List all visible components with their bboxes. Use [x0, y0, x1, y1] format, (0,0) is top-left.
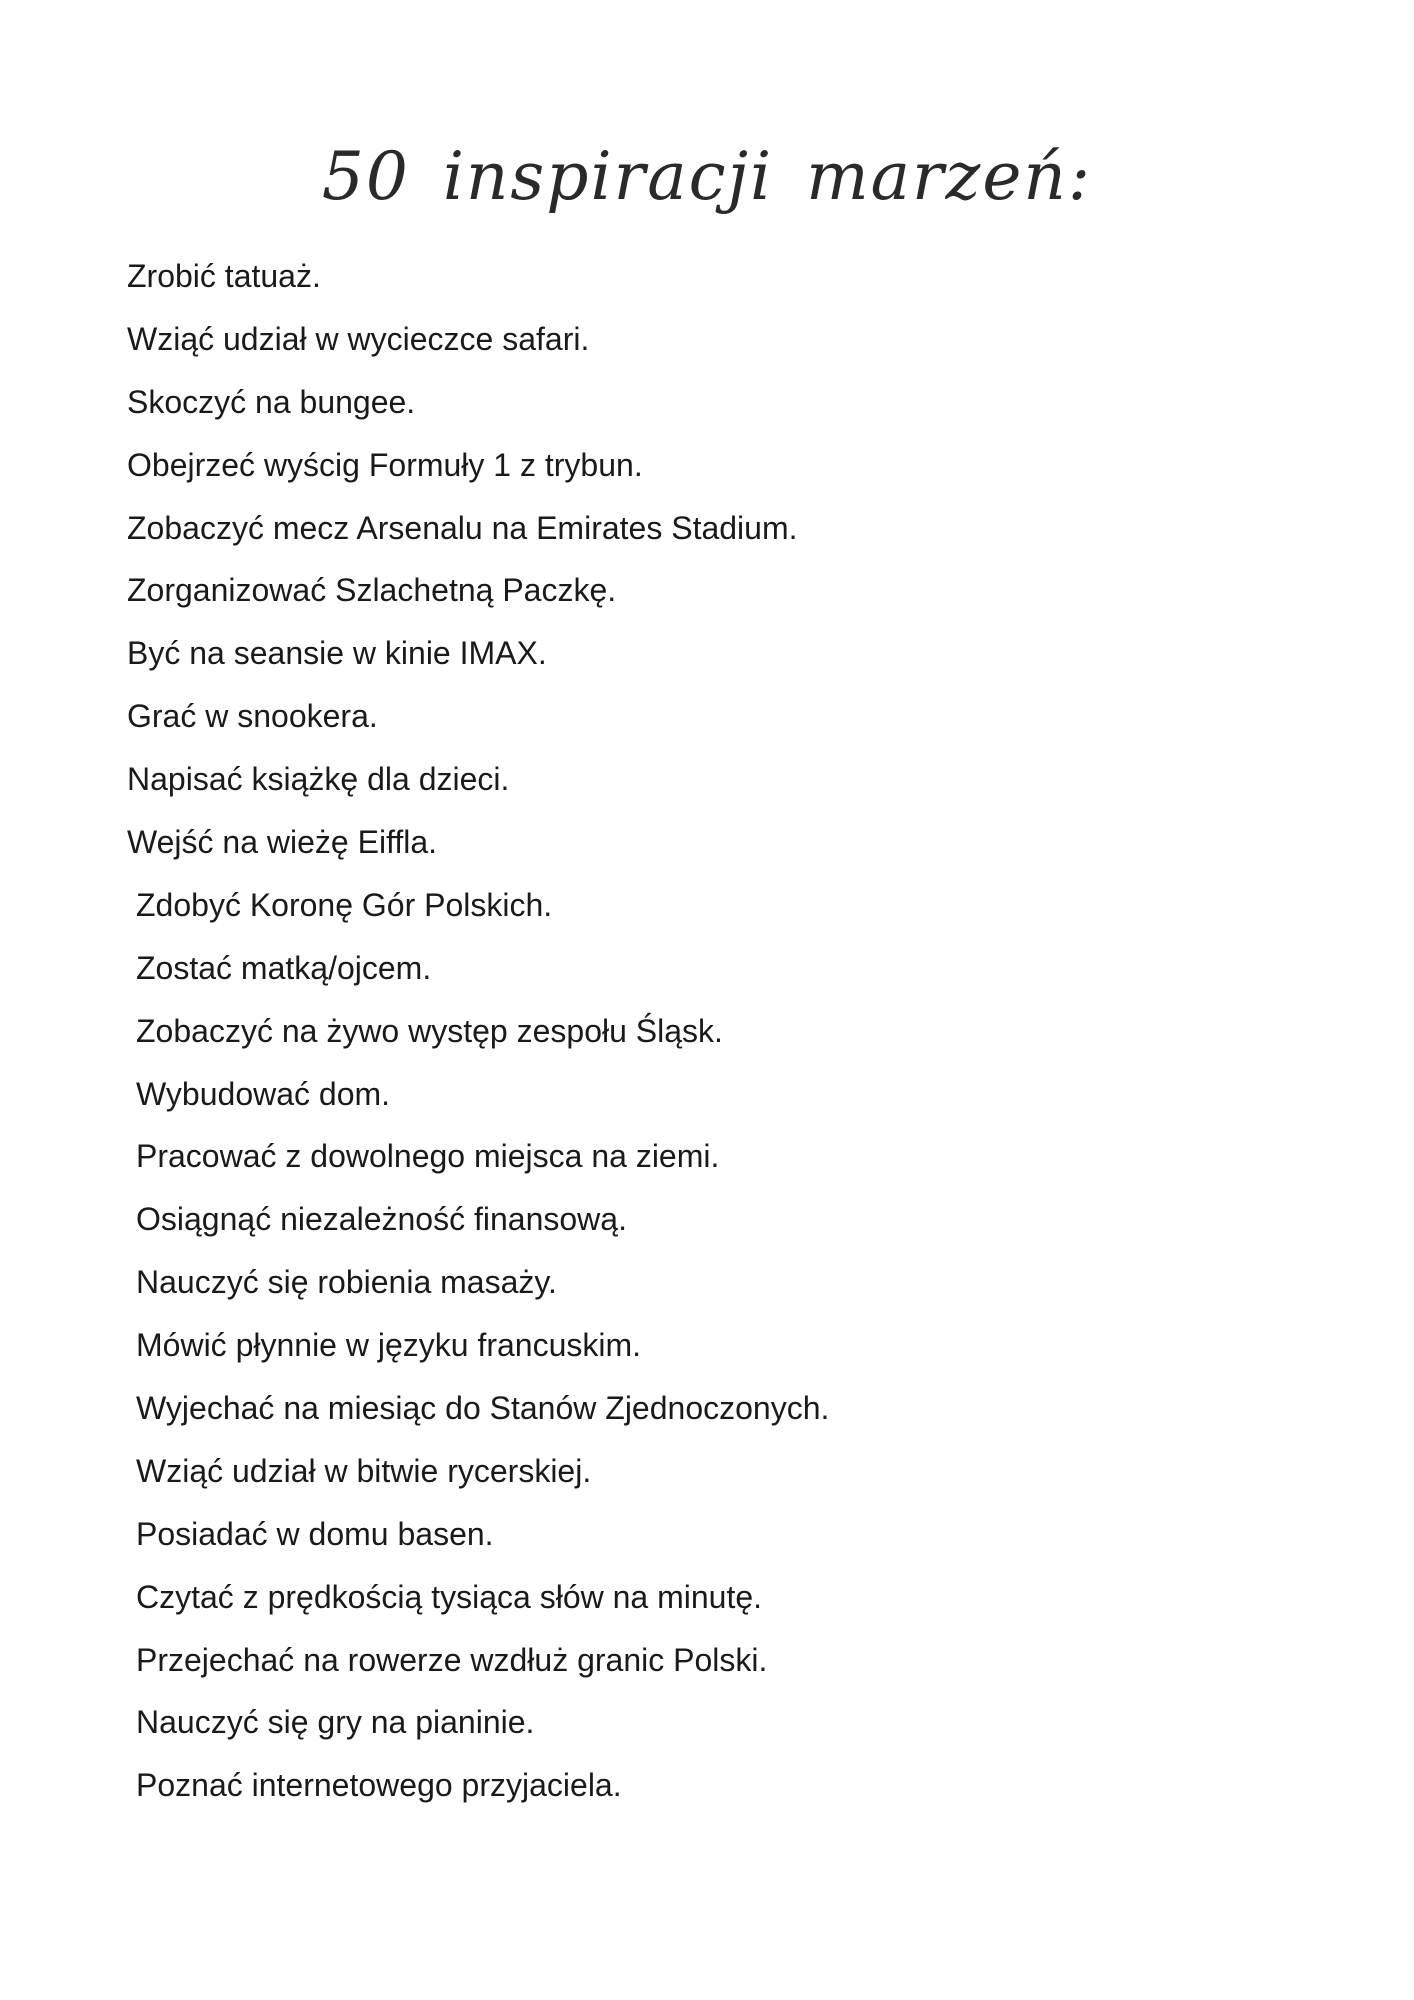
list-item: Nauczyć się robienia masaży. — [136, 1264, 557, 1301]
list-item: Wziąć udział w wycieczce safari. — [127, 320, 590, 357]
page-title: 50 inspiracji marzeń: — [321, 138, 1093, 215]
list-item: Zdobyć Koronę Gór Polskich. — [136, 886, 553, 923]
list-item: Wybudować dom. — [136, 1075, 391, 1112]
list-item: Zobaczyć mecz Arsenalu na Emirates Stadium. — [127, 509, 798, 546]
list-item: Napisać książkę dla dzieci. — [127, 761, 510, 798]
list-item: Wejść na wieżę Eiffla. — [127, 824, 438, 861]
list-item: Pracować z dowolnego miejsca na ziemi. — [136, 1138, 720, 1175]
list-item: Posiadać w domu basen. — [136, 1515, 494, 1552]
list-item: Zrobić tatuaż. — [127, 258, 321, 294]
list-item: Wziąć udział w bitwie rycerskiej. — [136, 1452, 592, 1489]
list-item: Zostać matką/ojcem. — [136, 949, 432, 986]
list-item: Skoczyć na bungee. — [127, 383, 416, 420]
list-item: Zobaczyć na żywo występ zespołu Śląsk. — [136, 1012, 723, 1049]
list-item: Obejrzeć wyścig Formuły 1 z trybun. — [127, 446, 643, 483]
list-item: Mówić płynnie w języku francuskim. — [136, 1327, 642, 1364]
list-item: Nauczyć się gry na pianinie. — [136, 1704, 535, 1741]
list-item: Osiągnąć niezależność finansową. — [136, 1201, 627, 1238]
list-item: Przejechać na rowerze wzdłuż granic Polski. — [136, 1641, 768, 1678]
list-item: Zorganizować Szlachetną Paczkę. — [127, 572, 617, 609]
list-item: Poznać internetowego przyjaciela. — [136, 1767, 622, 1804]
list-item: Grać w snookera. — [127, 698, 378, 735]
list-item: Być na seansie w kinie IMAX. — [127, 635, 547, 672]
list-item: Wyjechać na miesiąc do Stanów Zjednoczonych. — [136, 1390, 830, 1427]
list-item: Czytać z prędkością tysiąca słów na minutę. — [136, 1578, 763, 1615]
dream-list — [127, 245, 829, 1817]
